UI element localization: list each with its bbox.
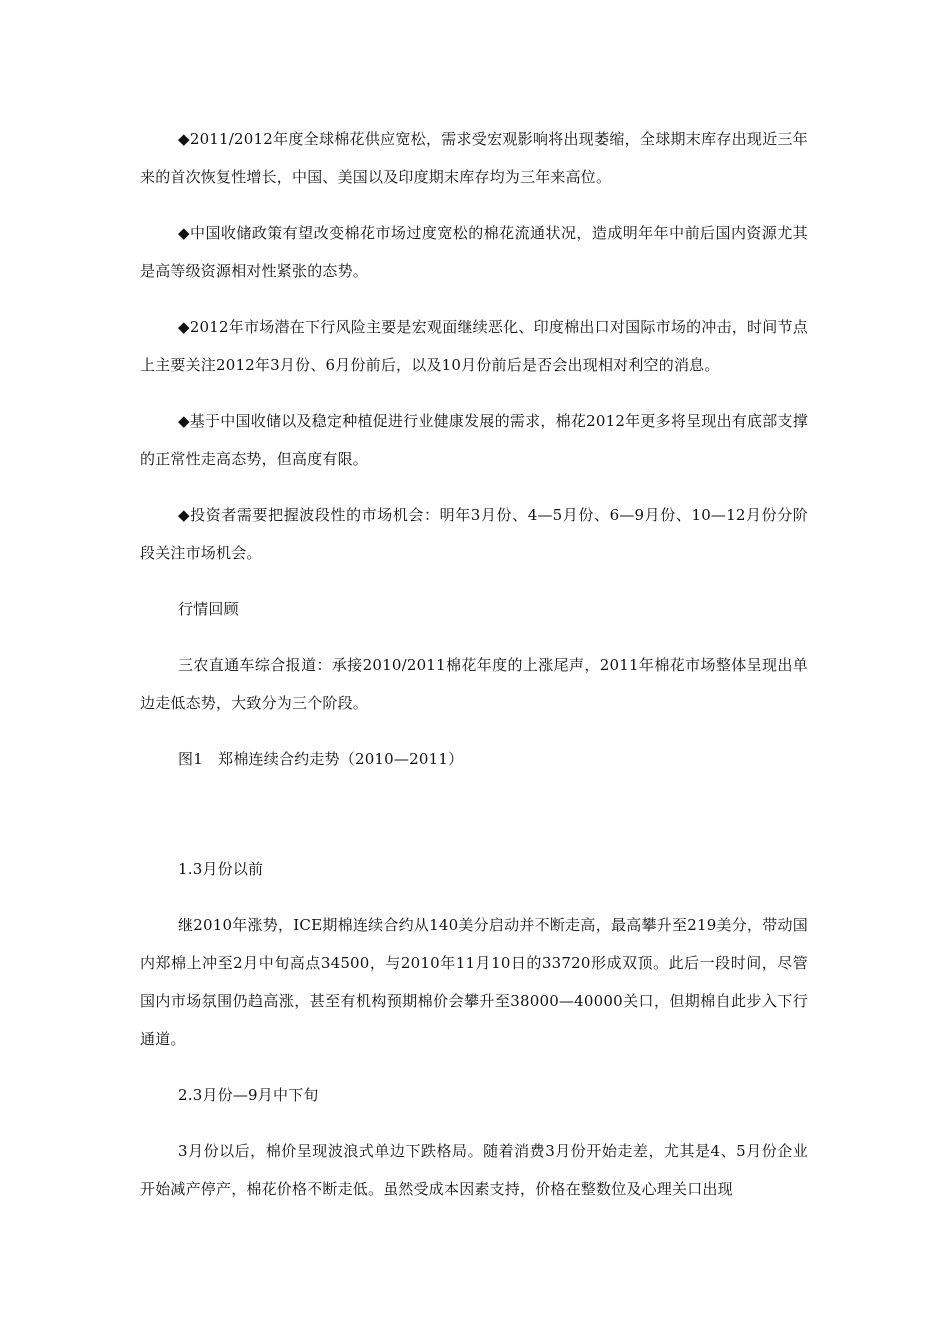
summary-point-4: ◆基于中国收储以及稳定种植促进行业健康发展的需求，棉花2012年更多将呈现出有底部支撑的正常性走高态势，但高度有限。 [140,412,808,468]
spacer [140,628,808,646]
spacer [140,384,808,402]
summary-point-5: ◆投资者需要把握波段性的市场机会：明年3月份、4—5月份、6—9月份、10—12月份分阶段关注市场机会。 [140,506,808,562]
subheading-phase-1: 1.3月份以前 [178,860,264,878]
summary-point-2: ◆中国收储政策有望改变棉花市场过度宽松的棉花流通状况，造成明年年中前后国内资源尤其是高等级资源相对性紧张的态势。 [140,224,808,280]
phase-2-paragraph: 3月份以后，棉价呈现波浪式单边下跌格局。随着消费3月份开始走差，尤其是4、5月份企业开始减产停产，棉花价格不断走低。虽然受成本因素支持，价格在整数位及心理关口出现 [140,1142,808,1198]
subheading-phase-2: 2.3月份—9月中下旬 [178,1086,319,1104]
document-body [140,120,808,1208]
spacer [140,1058,808,1076]
figure-caption: 图1 郑棉连续合约走势（2010—2011） [178,750,464,768]
spacer [140,722,808,740]
summary-point-3: ◆2012年市场潜在下行风险主要是宏观面继续恶化、印度棉出口对国际市场的冲击，时间节点上主要关注2012年3月份、6月份前后，以及10月份前后是否会出现相对利空的消息。 [140,318,808,374]
intro-paragraph: 三农直通车综合报道：承接2010/2011棉花年度的上涨尾声，2011年棉花市场整体呈现出单边走低态势，大致分为三个阶段。 [140,656,808,712]
phase-1-paragraph: 继2010年涨势，ICE期棉连续合约从140美分启动并不断走高，最高攀升至219美分，带动国内郑棉上冲至2月中旬高点34500，与2010年11月10日的33720形成双顶。此后一段时间，尽管国内市场氛围仍趋高涨，甚至有机构预期棉价会攀升至38000—40000关口，但期棉自此步入下行通道。 [140,916,808,1048]
spacer [140,196,808,214]
summary-point-1: ◆2011/2012年度全球棉花供应宽松，需求受宏观影响将出现萎缩，全球期末库存出现近三年来的首次恢复性增长，中国、美国以及印度期末库存均为三年来高位。 [140,130,808,186]
spacer [140,290,808,308]
spacer [140,1114,808,1132]
spacer [140,572,808,590]
spacer [140,478,808,496]
spacer [140,888,808,906]
figure-placeholder [140,778,808,850]
section-heading-review: 行情回顾 [178,600,239,618]
